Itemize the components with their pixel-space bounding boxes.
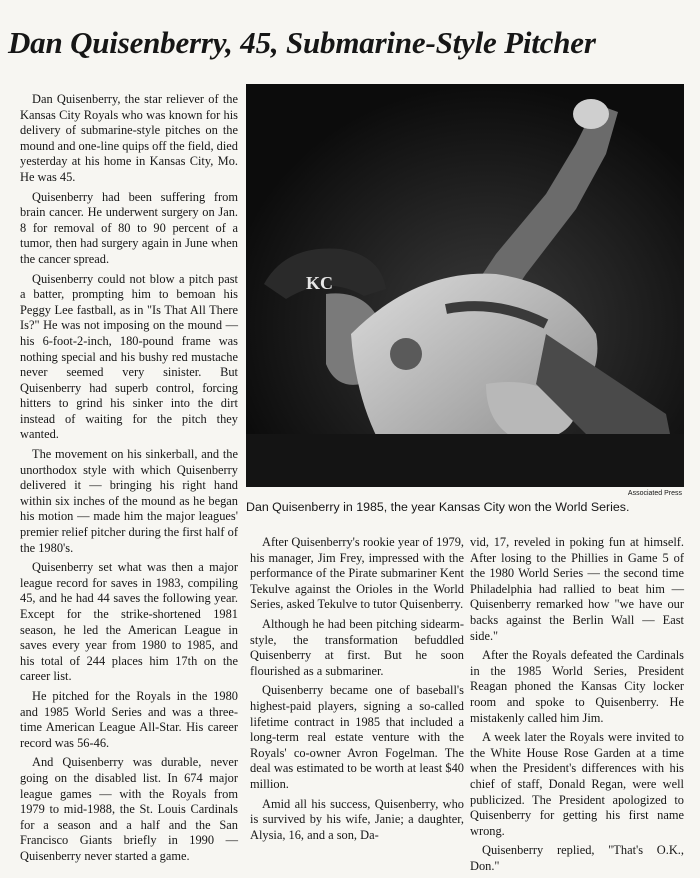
photo-caption: Dan Quisenberry in 1985, the year Kansas City won the World Series.: [246, 500, 630, 514]
paragraph: Quisenberry set what was then a major league record for saves in 1983, compiling 45, and he had 44 saves the following year. Except for the strike-shortened 1981 season, he led the American League in saves every year from 1980 to 1985, and his total of 244 places him 17th on the career list.: [20, 560, 238, 684]
article-column-2: [250, 535, 464, 847]
paragraph: And Quisenberry was durable, never going on the disabled list. In 674 major league games — with the Royals from 1979 to mid-1988, the St. Louis Cardinals for a season and a half and the San Francisco Giants briefly in 1990 — Quisenberry never started a game.: [20, 755, 238, 863]
paragraph: Quisenberry had been suffering from brain cancer. He underwent surgery on Jan. 8 for removal of 80 to 90 percent of a tumor, then had surgery again in June when the cancer spread.: [20, 189, 238, 266]
paragraph: After the Royals defeated the Cardinals in the 1985 World Series, President Reagan phoned the Kansas City locker room and spoke to Quisenberry. He mistakenly called him Jim.: [470, 648, 684, 725]
paragraph: Although he had been pitching sidearm-style, the transformation befuddled Quisenberry at first. But he soon flourished as a submariner.: [250, 616, 464, 678]
paragraph: The movement on his sinkerball, and the unorthodox style with which Quisenberry delivered it — bringing his right hand within six inches of the mound as he began his motion — made him the major leagues' premier relief pitcher during the first half of the 1980's.: [20, 447, 238, 555]
article-column-1: [20, 92, 238, 869]
paragraph: Quisenberry replied, "That's O.K., Don.": [470, 843, 684, 873]
pitcher-photo-drawing: [246, 84, 684, 487]
paragraph: Amid all his success, Quisenberry, who is survived by his wife, Janie; a daughter, Alysia, 16, and a son, Da-: [250, 796, 464, 842]
paragraph: Quisenberry could not blow a pitch past a batter, prompting him to bemoan his Peggy Lee fastball, as in "Is That All There Is?" He was not imposing on the mound — his 6-foot-2-inch, 180-pound frame was nothing special and his bushy red mustache never seemed very sinister. But Quisenberry had superb control, forcing hitters to grind his sinker into the dirt instead of waiting for the pitch they wanted.: [20, 271, 238, 442]
headline: Dan Quisenberry, 45, Submarine-Style Pitcher: [8, 25, 596, 60]
paragraph: After Quisenberry's rookie year of 1979, his manager, Jim Frey, impressed with the performance of the Pirate submariner Kent Tekulve against the Orioles in the World Series, asked Tekulve to tutor Quisenberry.: [250, 535, 464, 612]
article-column-3: [470, 535, 684, 878]
paragraph: vid, 17, reveled in poking fun at himself. After losing to the Phillies in Game 5 of the 1980 World Series — the second time Philadelphia had rallied to beat him — Quisenberry remarked how "we have our backs against the Berlin Wall — East side.": [470, 535, 684, 643]
svg-text:KC: KC: [306, 273, 333, 293]
paragraph: Quisenberry became one of baseball's highest-paid players, signing a so-called lifetime contract in 1985 that included a long-term real estate venture with the Royals' co-owner Avron Fogelman. The deal was estimated to be worth at least $40 million.: [250, 683, 464, 791]
paragraph: He pitched for the Royals in the 1980 and 1985 World Series and was a three-time American League All-Star. His career record was 56-46.: [20, 688, 238, 750]
paragraph: A week later the Royals were invited to the White House Rose Garden at a time when the President's differences with his chief of staff, Donald Regan, were well publicized. The President apologized to Quisenberry for getting his first name wrong.: [470, 730, 684, 838]
photo-credit: Associated Press: [627, 490, 682, 497]
pitcher-photo: [246, 84, 684, 487]
paragraph: Dan Quisenberry, the star reliever of the Kansas City Royals who was known for his delivery of submarine-style pitches on the mound and one-line quips off the field, died yesterday at his home in Kansas City, Mo. He was 45.: [20, 92, 238, 184]
